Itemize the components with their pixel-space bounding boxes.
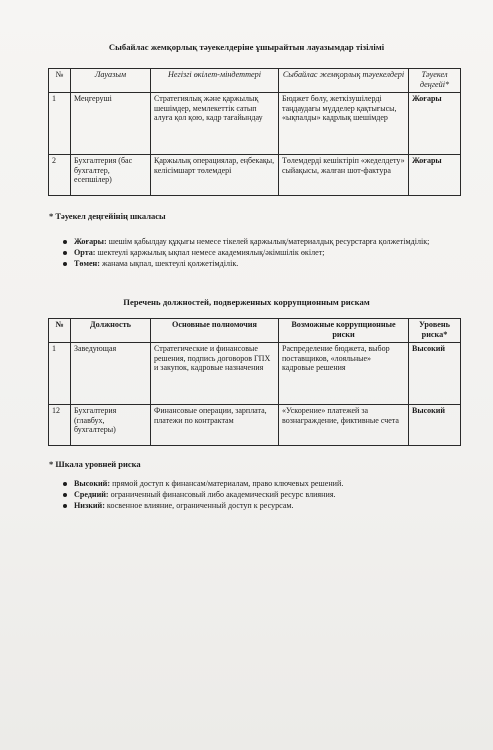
ru-risk-table: [48, 318, 461, 446]
bullet-icon: [63, 262, 67, 266]
duties-cell: Стратегиялық және қаржылық шешімдер, мемлекеттік сатып алуға қол қою, кадр тағайындау: [151, 93, 279, 155]
row-number: 1: [49, 343, 71, 405]
risks-cell: Бюджет бөлу, жеткізушілерді таңдаудағы мүдделер қақтығысы, «ықпалды» кадрлық шешімдер: [279, 93, 409, 155]
scale-text: жанама ықпал, шектеулі қолжетімділік.: [99, 259, 239, 268]
risks-cell: «Ускорение» платежей за вознаграждение, фиктивные счета: [279, 405, 409, 446]
scale-term: Жоғары:: [74, 237, 107, 246]
list-item: [60, 258, 440, 269]
row-number: 2: [49, 155, 71, 196]
bullet-icon: [63, 240, 67, 244]
row-number: 12: [49, 405, 71, 446]
header-cell: №: [49, 319, 71, 343]
ru-scale-list: [60, 478, 440, 511]
ru-title: Перечень должностей, подверженных коррупционным рискам: [123, 297, 370, 307]
header-cell: №: [49, 69, 71, 93]
header-cell: Лауазым: [71, 69, 151, 93]
duties-cell: Стратегические и финансовые решения, подпись договоров ГПХ и закупок, кадровые назначения: [151, 343, 279, 405]
list-item: [60, 478, 440, 489]
scale-text: прямой доступ к финансам/материалам, право ключевых решений.: [110, 479, 344, 488]
header-cell: Основные полномочия: [151, 319, 279, 343]
position-cell: Бухгалтерия (главбух, бухгалтеры): [71, 405, 151, 446]
header-cell: Негізгі өкілет-міндеттері: [151, 69, 279, 93]
header-cell: Тәуекел деңгейі*: [409, 69, 461, 93]
duties-cell: Қаржылық операциялар, еңбекақы, келісімшарт төлемдері: [151, 155, 279, 196]
header-cell: Сыбайлас жемқорлық тәуекелдері: [279, 69, 409, 93]
header-cell: Возможные коррупционные риски: [279, 319, 409, 343]
kz-scale-list: [60, 236, 440, 269]
scale-text: косвенное влияние, ограниченный доступ к ресурсам.: [104, 501, 294, 510]
kz-title: Сыбайлас жемқорлық тәуекелдеріне ұшырайтын лауазымдар тізілімі: [108, 42, 385, 52]
table-row: [49, 93, 461, 155]
list-item: [60, 247, 440, 258]
risk-level-cell: Высокий: [409, 405, 461, 446]
scale-term: Низкий:: [74, 501, 105, 510]
scale-term: Орта:: [74, 248, 96, 257]
risks-cell: Распределение бюджета, выбор поставщиков, «лояльные» кадровые решения: [279, 343, 409, 405]
bullet-icon: [63, 251, 67, 255]
scale-term: Средний:: [74, 490, 109, 499]
kz-scale-title: * Тәуекел деңгейінің шкаласы: [49, 211, 166, 221]
ru-scale-title: * Шкала уровней риска: [49, 459, 141, 469]
header-cell: Уровень риска*: [409, 319, 461, 343]
header-cell: Должность: [71, 319, 151, 343]
scale-text: шешім қабылдау құқығы немесе тікелей қаржылық/материалдық ресурстарға қолжетімділік;: [106, 237, 430, 246]
bullet-icon: [63, 493, 67, 497]
scale-text: шектеулі қаржылық ықпал немесе академиялық/әкімшілік өкілет;: [95, 248, 325, 257]
position-cell: Меңгеруші: [71, 93, 151, 155]
risk-level-cell: Жоғары: [409, 155, 461, 196]
row-number: 1: [49, 93, 71, 155]
list-item: [60, 500, 440, 511]
bullet-icon: [63, 482, 67, 486]
table-header-row: [49, 319, 461, 343]
scale-term: Высокий:: [74, 479, 111, 488]
risk-level-cell: Высокий: [409, 343, 461, 405]
scale-text: ограниченный финансовый либо академический ресурс влияния.: [108, 490, 336, 499]
list-item: [60, 489, 440, 500]
table-row: [49, 155, 461, 196]
table-row: [49, 343, 461, 405]
duties-cell: Финансовые операции, зарплата, платежи по контрактам: [151, 405, 279, 446]
table-header-row: [49, 69, 461, 93]
scale-term: Төмен:: [74, 259, 100, 268]
position-cell: Заведующая: [71, 343, 151, 405]
bullet-icon: [63, 504, 67, 508]
position-cell: Бухгалтерия (бас бухгалтер, есепшілер): [71, 155, 151, 196]
risk-level-cell: Жоғары: [409, 93, 461, 155]
list-item: [60, 236, 440, 247]
kz-risk-table: [48, 68, 461, 196]
risks-cell: Төлемдерді кешіктіріп «жеделдету» сыйақысы, жалған шот-фактура: [279, 155, 409, 196]
table-row: [49, 405, 461, 446]
